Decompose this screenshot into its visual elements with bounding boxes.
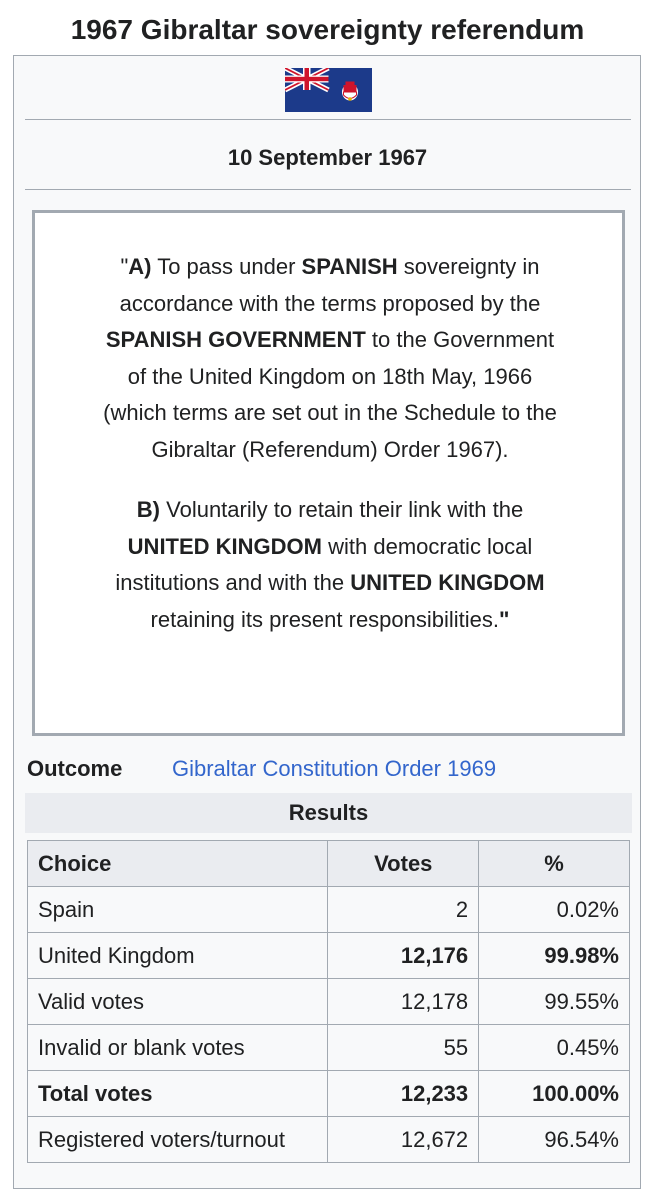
column-header-choice: Choice bbox=[28, 841, 328, 887]
percent-cell: 100.00% bbox=[479, 1071, 630, 1117]
table-row bbox=[28, 1025, 630, 1071]
referendum-question-box bbox=[32, 210, 625, 736]
text-span: to the Government of the United Kingdom on 18th May, 1966 (which terms are set out in the Schedule to the Gibraltar (Referendum) Order 1967). bbox=[103, 327, 557, 462]
votes-cell: 12,178 bbox=[328, 979, 479, 1025]
choice-cell: Total votes bbox=[28, 1071, 328, 1117]
choice-cell: United Kingdom bbox=[28, 933, 328, 979]
outcome-label: Outcome bbox=[27, 756, 123, 781]
outcome-link[interactable]: Gibraltar Constitution Order 1969 bbox=[172, 756, 497, 781]
bold-span: SPANISH bbox=[301, 254, 398, 279]
column-header-votes: Votes bbox=[328, 841, 479, 887]
text-span: retaining its present responsibilities. bbox=[150, 606, 500, 632]
text-span: To pass under bbox=[151, 254, 302, 279]
divider bbox=[25, 189, 631, 190]
column-header-percent: % bbox=[479, 841, 630, 887]
bold-span: UNITED KINGDOM bbox=[127, 533, 322, 559]
choice-cell: Registered voters/turnout bbox=[28, 1117, 328, 1163]
text-span: sovereignty in accordance with the terms proposed by the bbox=[119, 254, 541, 316]
option-a-text: "A) To pass under SPANISH sovereignty in accordance with the terms proposed by the SPANISH GOVERNMENT to the Government of the United Kingdom on 18th May, 1966 (which terms are set out in the Schedule to the Gibraltar (Referendum) Order 1967). bbox=[103, 254, 557, 462]
votes-cell: 12,233 bbox=[328, 1071, 479, 1117]
referendum-date: 10 September 1967 bbox=[227, 145, 428, 170]
percent-cell: 0.45% bbox=[479, 1025, 630, 1071]
divider bbox=[25, 119, 631, 120]
option-b-text: B) Voluntarily to retain their link with the UNITED KINGDOM with democratic local institutions and with the UNITED KINGDOM retaining its present responsibilities." bbox=[115, 497, 545, 632]
choice-cell: Valid votes bbox=[28, 979, 328, 1025]
referendum-question-text bbox=[95, 249, 565, 638]
votes-cell: 12,176 bbox=[328, 933, 479, 979]
table-row bbox=[28, 1117, 630, 1163]
votes-cell: 55 bbox=[328, 1025, 479, 1071]
votes-cell: 2 bbox=[328, 887, 479, 933]
percent-cell: 96.54% bbox=[479, 1117, 630, 1163]
table-row bbox=[28, 887, 630, 933]
table-row bbox=[28, 979, 630, 1025]
option-a-label: A) bbox=[128, 254, 152, 279]
option-b-label: B) bbox=[136, 497, 161, 522]
percent-cell: 99.98% bbox=[479, 933, 630, 979]
text-span: with democratic local institutions and with the bbox=[115, 533, 533, 595]
votes-cell: 12,672 bbox=[328, 1117, 479, 1163]
gibraltar-blue-ensign-flag-icon bbox=[285, 68, 372, 112]
text-span: Voluntarily to retain their link with the bbox=[160, 497, 524, 522]
choice-cell: Spain bbox=[28, 887, 328, 933]
bold-span: SPANISH GOVERNMENT bbox=[105, 327, 366, 352]
results-table bbox=[27, 840, 630, 1163]
table-row bbox=[28, 1071, 630, 1117]
choice-cell: Invalid or blank votes bbox=[28, 1025, 328, 1071]
table-header-row bbox=[28, 841, 630, 887]
percent-cell: 0.02% bbox=[479, 887, 630, 933]
table-row bbox=[28, 933, 630, 979]
bold-span: UNITED KINGDOM bbox=[350, 570, 545, 595]
page-title: 1967 Gibraltar sovereignty referendum bbox=[70, 14, 585, 45]
percent-cell: 99.55% bbox=[479, 979, 630, 1025]
results-heading: Results bbox=[25, 793, 632, 833]
